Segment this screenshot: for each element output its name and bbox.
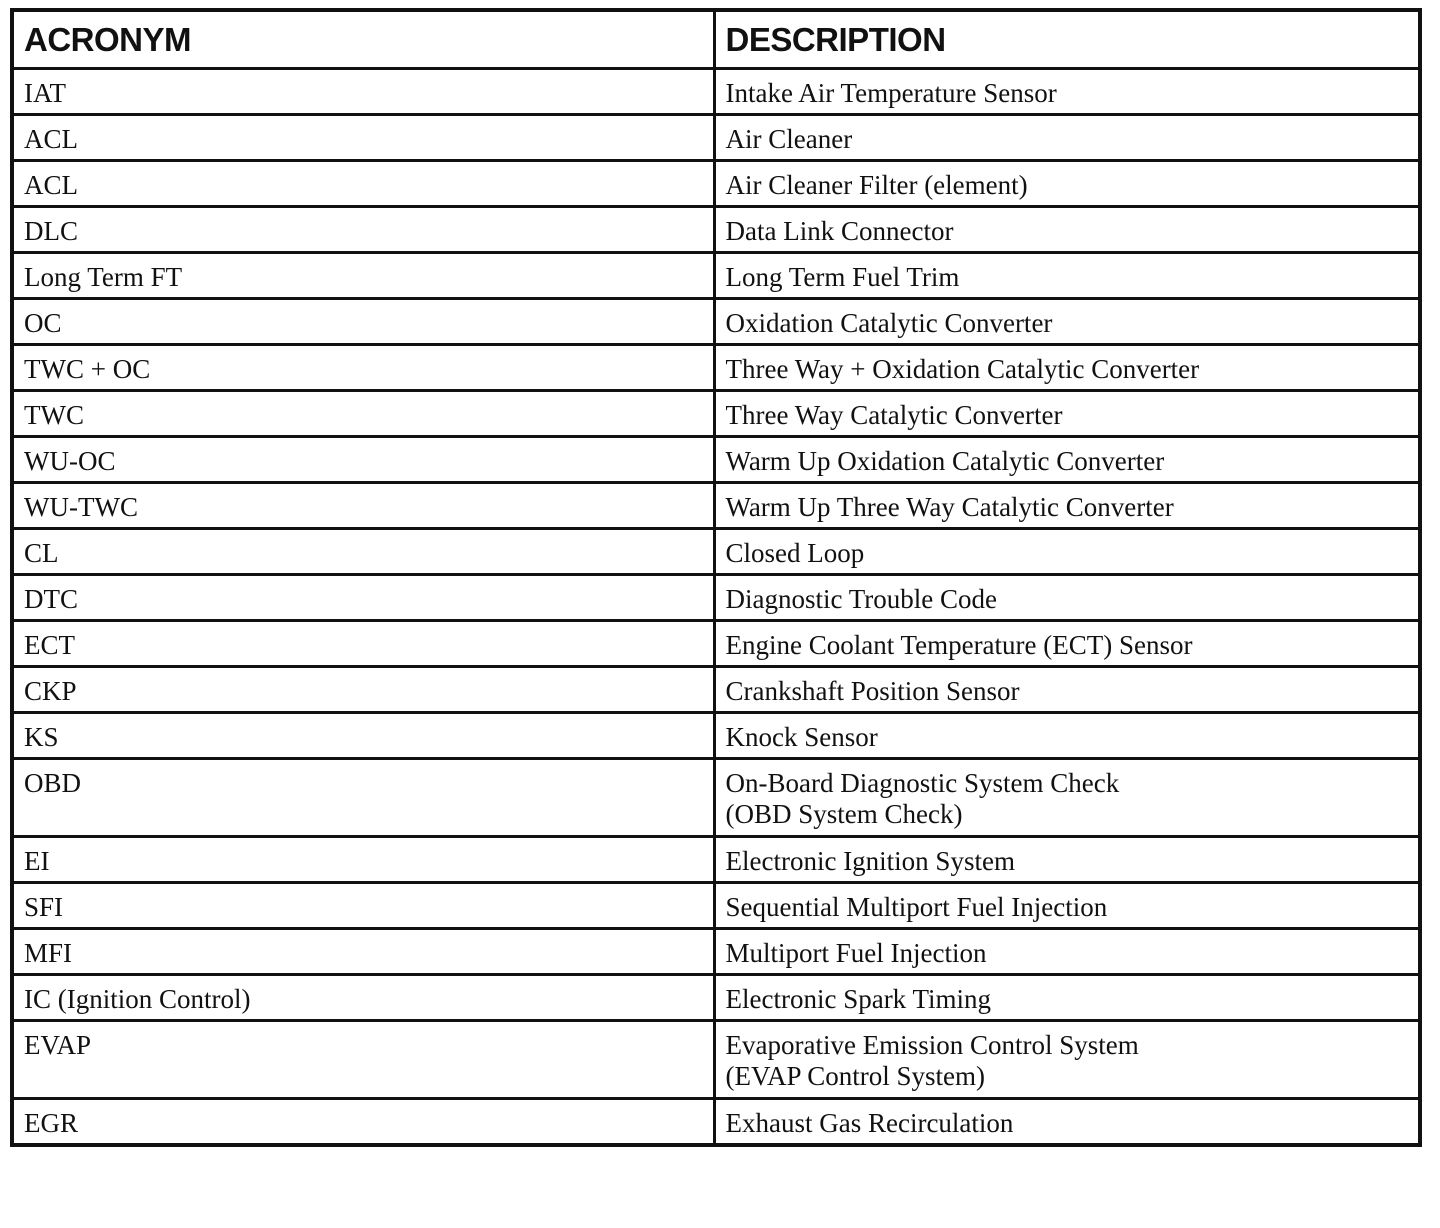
- description-line: Long Term Fuel Trim: [725, 262, 960, 292]
- description-cell: [714, 115, 1420, 161]
- table-row: [12, 575, 1420, 621]
- description-line: Warm Up Three Way Catalytic Converter: [725, 492, 1174, 522]
- table-row: [12, 161, 1420, 207]
- description-line: (OBD System Check): [725, 799, 963, 829]
- table-row: [12, 345, 1420, 391]
- table-row: [12, 759, 1420, 837]
- table-row: [12, 713, 1420, 759]
- acronym-cell: WU-OC: [12, 437, 714, 483]
- description-cell: [714, 621, 1420, 667]
- acronym-cell: SFI: [12, 883, 714, 929]
- table-row: [12, 1099, 1420, 1146]
- acronym-cell: MFI: [12, 929, 714, 975]
- table-row: [12, 837, 1420, 883]
- acronym-cell: IC (Ignition Control): [12, 975, 714, 1021]
- description-cell: [714, 253, 1420, 299]
- description-cell: [714, 207, 1420, 253]
- acronym-cell: IAT: [12, 69, 714, 115]
- description-line: Data Link Connector: [725, 216, 954, 246]
- table-row: [12, 253, 1420, 299]
- table-body: [12, 69, 1420, 1146]
- table-row: [12, 975, 1420, 1021]
- description-line: Three Way + Oxidation Catalytic Converter: [725, 354, 1200, 384]
- table-row: [12, 299, 1420, 345]
- description-line: Closed Loop: [725, 538, 865, 568]
- acronym-cell: WU-TWC: [12, 483, 714, 529]
- header-description: DESCRIPTION: [714, 10, 1420, 69]
- acronym-cell: TWC + OC: [12, 345, 714, 391]
- description-line: Crankshaft Position Sensor: [725, 676, 1020, 706]
- description-cell: [714, 837, 1420, 883]
- description-line: Diagnostic Trouble Code: [725, 584, 998, 614]
- table-row: [12, 115, 1420, 161]
- acronym-cell: OC: [12, 299, 714, 345]
- acronym-cell: ACL: [12, 115, 714, 161]
- table-row: [12, 391, 1420, 437]
- description-cell: [714, 575, 1420, 621]
- acronym-cell: CL: [12, 529, 714, 575]
- acronym-cell: DTC: [12, 575, 714, 621]
- description-cell: [714, 529, 1420, 575]
- description-line: Air Cleaner Filter (element): [725, 170, 1028, 200]
- description-line: Electronic Spark Timing: [725, 984, 991, 1014]
- description-cell: [714, 299, 1420, 345]
- acronym-table: [10, 8, 1422, 1147]
- acronym-cell: KS: [12, 713, 714, 759]
- acronym-cell: Long Term FT: [12, 253, 714, 299]
- acronym-cell: OBD: [12, 759, 714, 837]
- description-cell: [714, 1021, 1420, 1099]
- description-line: Multiport Fuel Injection: [725, 938, 987, 968]
- description-cell: [714, 161, 1420, 207]
- table-row: [12, 929, 1420, 975]
- description-cell: [714, 713, 1420, 759]
- acronym-cell: EGR: [12, 1099, 714, 1146]
- description-line: Knock Sensor: [725, 722, 878, 752]
- acronym-cell: EI: [12, 837, 714, 883]
- table-row: [12, 483, 1420, 529]
- acronym-cell: TWC: [12, 391, 714, 437]
- table-row: [12, 1021, 1420, 1099]
- description-line: Exhaust Gas Recirculation: [725, 1108, 1014, 1138]
- description-line: On-Board Diagnostic System Check: [725, 768, 1120, 798]
- acronym-cell: DLC: [12, 207, 714, 253]
- table-row: [12, 529, 1420, 575]
- table-row: [12, 437, 1420, 483]
- description-line: Intake Air Temperature Sensor: [725, 78, 1057, 108]
- acronym-table-container: [10, 8, 1418, 1147]
- description-cell: [714, 437, 1420, 483]
- description-cell: [714, 69, 1420, 115]
- description-cell: [714, 345, 1420, 391]
- description-line: Air Cleaner: [725, 124, 853, 154]
- description-line: Warm Up Oxidation Catalytic Converter: [725, 446, 1165, 476]
- description-line: (EVAP Control System): [725, 1061, 986, 1091]
- table-row: [12, 667, 1420, 713]
- description-line: Three Way Catalytic Converter: [725, 400, 1063, 430]
- description-cell: [714, 667, 1420, 713]
- acronym-cell: EVAP: [12, 1021, 714, 1099]
- table-row: [12, 883, 1420, 929]
- description-cell: [714, 483, 1420, 529]
- description-cell: [714, 1099, 1420, 1146]
- description-line: Evaporative Emission Control System: [725, 1030, 1139, 1060]
- header-acronym: ACRONYM: [12, 10, 714, 69]
- table-row: [12, 621, 1420, 667]
- acronym-cell: ACL: [12, 161, 714, 207]
- description-line: Electronic Ignition System: [725, 846, 1015, 876]
- description-line: Oxidation Catalytic Converter: [725, 308, 1053, 338]
- description-cell: [714, 929, 1420, 975]
- table-header-row: [12, 10, 1420, 69]
- table-row: [12, 69, 1420, 115]
- acronym-cell: CKP: [12, 667, 714, 713]
- description-cell: [714, 975, 1420, 1021]
- table-row: [12, 207, 1420, 253]
- acronym-cell: ECT: [12, 621, 714, 667]
- description-cell: [714, 391, 1420, 437]
- description-cell: [714, 759, 1420, 837]
- description-cell: [714, 883, 1420, 929]
- description-line: Sequential Multiport Fuel Injection: [725, 892, 1108, 922]
- description-line: Engine Coolant Temperature (ECT) Sensor: [725, 630, 1193, 660]
